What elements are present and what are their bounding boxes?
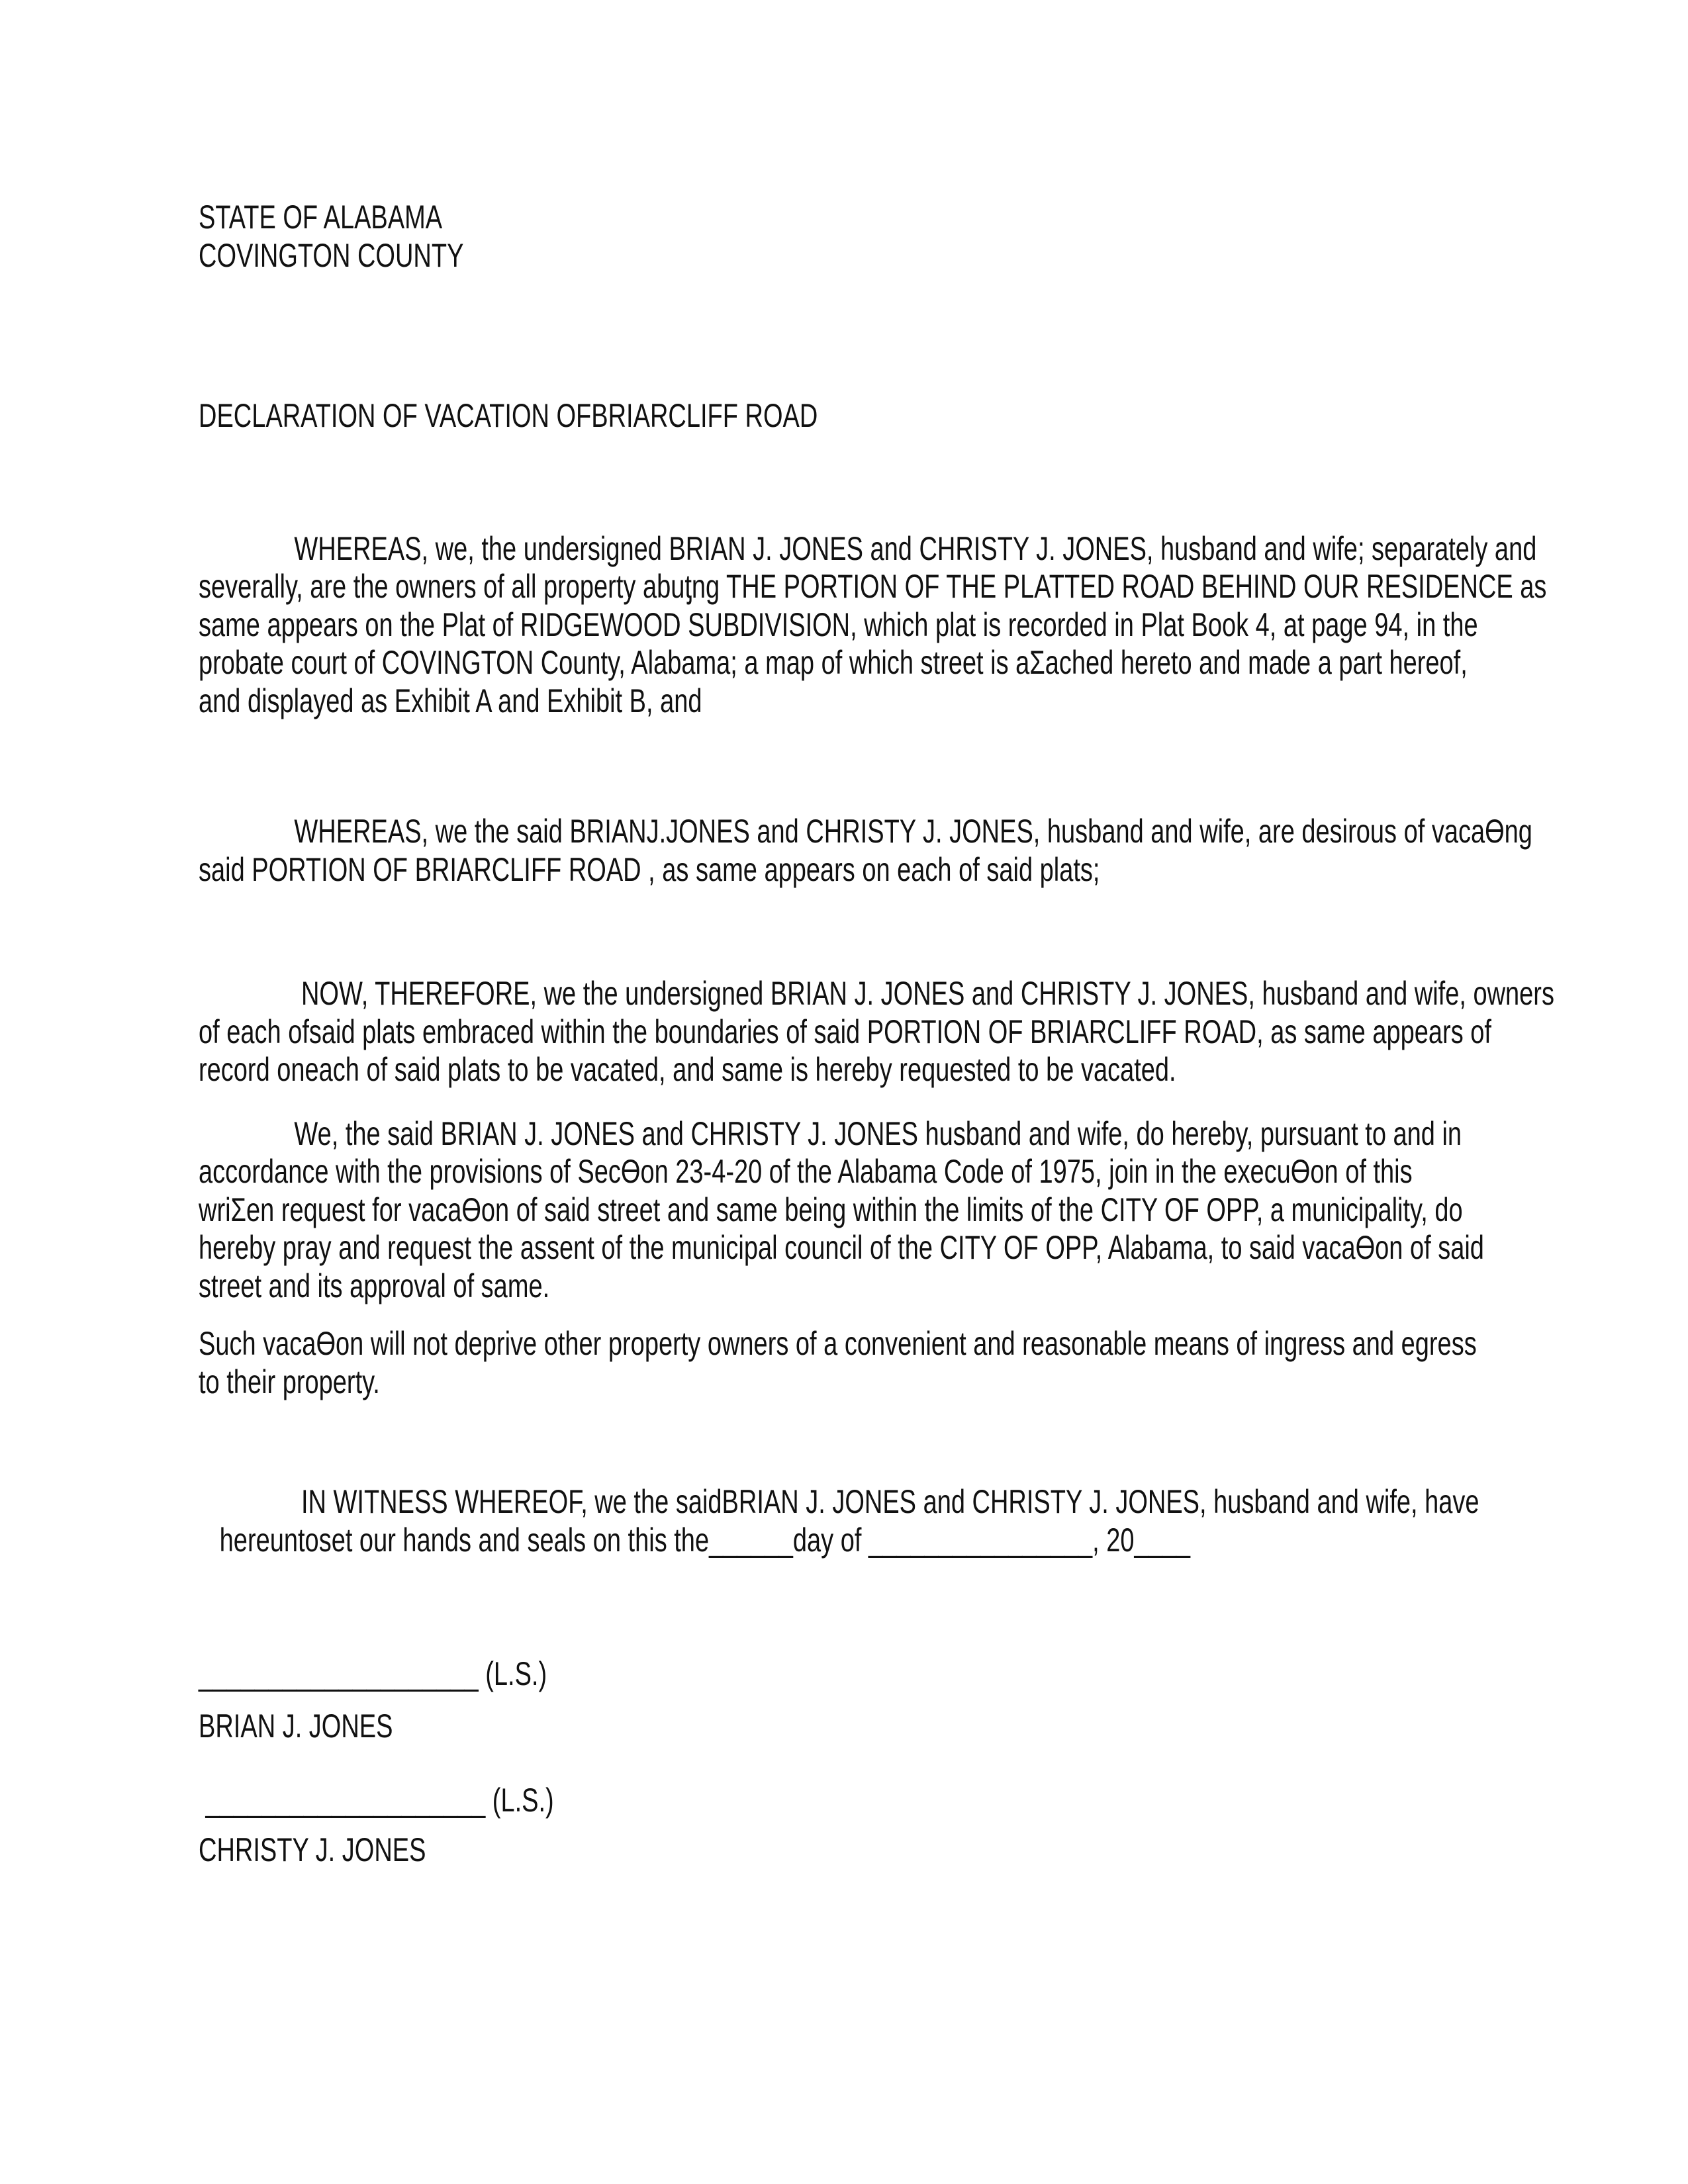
- text-line: NOW, THEREFORE, we the undersigned BRIAN J. JONES and CHRISTY J. JONES, husband and wife, owners: [199, 975, 1554, 1012]
- text-line: hereby pray and request the assent of the municipal council of the CITY OF OPP, Alabama, to said vacaƟon of said: [199, 1229, 1484, 1266]
- text-line: severally, are the owners of all property abuƫng THE PORTION OF THE PLATTED ROAD BEHIND OUR RESIDENCE as: [199, 568, 1547, 605]
- signature-line-text: ____________________ (L.S.): [199, 1782, 554, 1819]
- signature-name-christy: [199, 1831, 1507, 1870]
- text-line: We, the said BRIAN J. JONES and CHRISTY J. JONES husband and wife, do hereby, pursuant to and in: [199, 1115, 1462, 1152]
- text-line: wriΣen request for vacaƟon of said street and same being within the limits of the CITY OF OPP, a municipality, do: [199, 1191, 1463, 1228]
- paragraph-execution-request: [199, 1115, 1507, 1306]
- text-line: IN WITNESS WHEREOF, we the saidBRIAN J. JONES and CHRISTY J. JONES, husband and wife, have: [199, 1483, 1479, 1520]
- signature-blank-brian: [199, 1655, 1507, 1694]
- signature-line-text: ____________________ (L.S.): [199, 1655, 547, 1692]
- text-line: probate court of COVINGTON County, Alabama; a map of which street is aΣached hereto and made a part hereof,: [199, 644, 1468, 681]
- text-line: record oneach of said plats to be vacated, and same is hereby requested to be vacated.: [199, 1051, 1176, 1088]
- text-line: Such vacaƟon will not deprive other property owners of a convenient and reasonable means of ingress and egress: [199, 1325, 1477, 1362]
- text-line: WHEREAS, we, the undersigned BRIAN J. JONES and CHRISTY J. JONES, husband and wife; separately and: [199, 529, 1537, 567]
- text-line: street and its approval of same.: [199, 1267, 550, 1304]
- signature-name-brian: [199, 1707, 1507, 1746]
- document-title-text: DECLARATION OF VACATION OFBRIARCLIFF ROAD: [199, 397, 818, 434]
- header-block: [199, 199, 1507, 275]
- signer-name-text: CHRISTY J. JONES: [199, 1831, 426, 1868]
- document-title: [199, 397, 1507, 435]
- text-line: said PORTION OF BRIARCLIFF ROAD , as same appears on each of said plats;: [199, 850, 1100, 888]
- paragraph-now-therefore: [199, 975, 1554, 1089]
- paragraph-no-deprivation: [199, 1325, 1507, 1401]
- text-line: of each ofsaid plats embraced within the boundaries of said PORTION OF BRIARCLIFF ROAD, as same appears of: [199, 1013, 1491, 1050]
- signer-name-text: BRIAN J. JONES: [199, 1707, 393, 1745]
- header-state-line: STATE OF ALABAMA: [199, 199, 443, 236]
- text-line: WHEREAS, we the said BRIANJ.JONES and CHRISTY J. JONES, husband and wife, are desirous of vacaƟng: [199, 813, 1532, 850]
- text-line: accordance with the provisions of SecƟon 23-4-20 of the Alabama Code of 1975, join in the execuƟon of this: [199, 1153, 1413, 1190]
- text-line: same appears on the Plat of RIDGEWOOD SUBDIVISION, which plat is recorded in Plat Book 4, at page 94, in the: [199, 606, 1478, 643]
- text-line: hereuntoset our hands and seals on this the______day of ________________, 20____: [199, 1521, 1191, 1559]
- signature-blank-christy: [199, 1782, 1507, 1820]
- paragraph-recital-2: [199, 813, 1532, 889]
- text-line: to their property.: [199, 1363, 380, 1400]
- paragraph-witness-clause: [199, 1483, 1507, 1559]
- text-line: and displayed as Exhibit A and Exhibit B, and: [199, 682, 702, 719]
- document-content: [199, 199, 1554, 1869]
- header-county-line: COVINGTON COUNTY: [199, 236, 464, 274]
- paragraph-recital-1: [199, 529, 1547, 721]
